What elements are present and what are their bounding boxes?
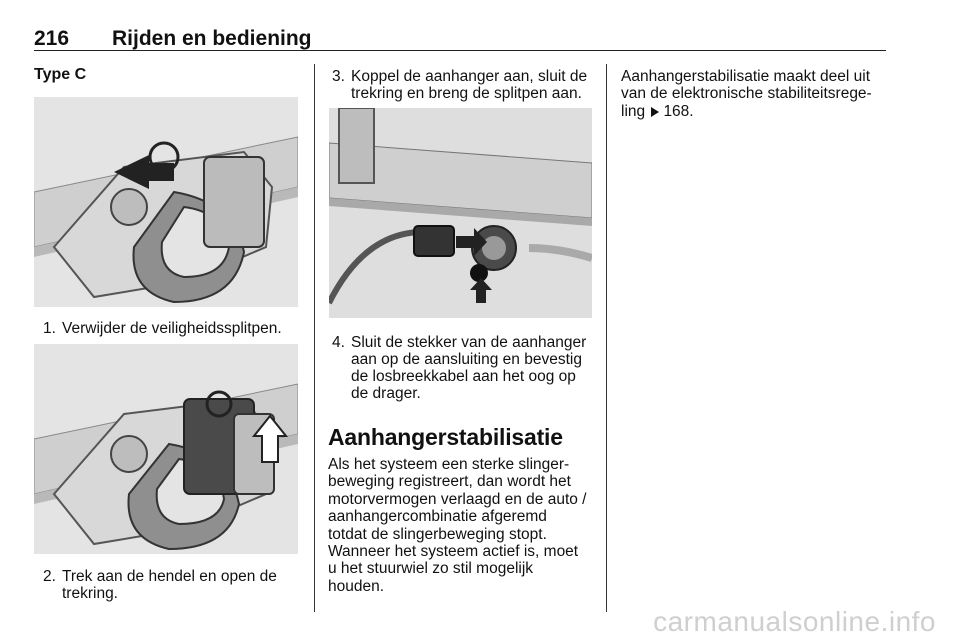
column-divider-2 (606, 64, 607, 612)
step-number: 1. (43, 320, 56, 337)
paragraph-line-with-reference (621, 103, 886, 120)
header-rule (34, 50, 886, 51)
triangle-right-icon[interactable] (651, 107, 659, 117)
cross-reference-page[interactable]: 168. (663, 102, 694, 120)
page-number: 216 (34, 27, 70, 50)
step-text-line: de losbreekkabel aan het oog op (351, 368, 576, 385)
paragraph-line: beweging registreert, dan wordt het (328, 473, 571, 491)
step-text-line: Sluit de stekker van de aanhanger (351, 334, 587, 351)
step-text-line: aan op de aansluiting en bevestig (351, 351, 582, 368)
step-text-line: de drager. (351, 385, 421, 402)
step-3 (332, 68, 602, 104)
step-text-line: Trek aan de hendel en open de (62, 568, 277, 585)
step-number: 4. (332, 334, 345, 351)
paragraph-line: van de elektronische stabiliteitsrege- (621, 85, 872, 103)
step-2 (43, 568, 308, 604)
paragraph-line: u het stuurwiel zo stil mogelijk (328, 560, 534, 578)
column-divider-1 (314, 64, 315, 612)
step-4 (332, 334, 602, 404)
step-text: Verwijder de veiligheidssplitpen. (62, 320, 282, 337)
page-header (34, 27, 886, 51)
step-text-line: trekring. (62, 585, 118, 602)
paragraph-line: ling (621, 102, 650, 120)
figure-remove-safety-pin (34, 97, 298, 307)
figure-connect-plug (329, 108, 592, 318)
section-label: Type C (34, 66, 87, 83)
step-text-line: trekring en breng de splitpen aan. (351, 85, 582, 102)
chapter-title: Rijden en bediening (112, 27, 312, 50)
paragraph-line: aanhangercombinatie afgeremd (328, 508, 547, 526)
figure-open-towing-ring (34, 344, 298, 554)
body-paragraph (328, 456, 604, 595)
step-number: 3. (332, 68, 345, 85)
step-text-line: Koppel de aanhanger aan, sluit de (351, 68, 588, 85)
paragraph-line: houden. (328, 577, 385, 595)
step-number: 2. (43, 568, 56, 585)
paragraph-line: Als het systeem een sterke slinger- (328, 456, 570, 473)
section-heading: Aanhangerstabilisatie (328, 424, 563, 450)
stability-paragraph (621, 68, 886, 120)
paragraph-line: Aanhangerstabilisatie maakt deel uit (621, 68, 871, 85)
step-1 (43, 320, 303, 338)
watermark: carmanualsonline.info (653, 606, 936, 637)
paragraph-line: motorvermogen verlaagd en de auto / (328, 490, 587, 508)
paragraph-line: totdat de slingerbeweging stopt. (328, 525, 547, 543)
paragraph-line: Wanneer het systeem actief is, moet (328, 543, 579, 561)
